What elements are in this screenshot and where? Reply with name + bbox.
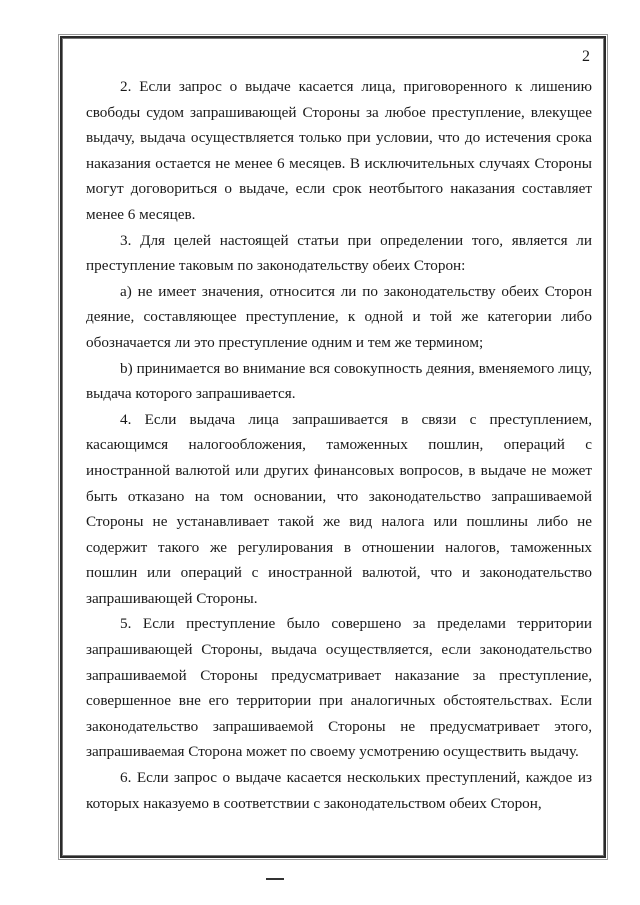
paragraph-3a: а) не имеет значения, относится ли по законодательству обеих Сторон деяние, составляющее преступление, к одной и той же категории либо обозначается ли это преступление одним и тем же термином;	[86, 282, 592, 351]
page-frame	[60, 36, 606, 858]
paragraph-2: 2. Если запрос о выдаче касается лица, приговоренного к лишению свободы судом запрашивающей Стороны за любое преступление, влекущее выдачу, выдача осуществляется только при условии, что до истечения срока наказания остается не менее 6 месяцев. В исключительных случаях Стороны могут договориться о выдаче, если срок неотбытого наказания составляет менее 6 месяцев.	[86, 78, 592, 223]
paragraph-3b: b) принимается во внимание вся совокупность деяния, вменяемого лицу, выдача которого запрашивается.	[86, 359, 592, 403]
paragraph-5: 5. Если преступление было совершено за пределами территории запрашивающей Стороны, выдача осуществляется, если законодательство запрашиваемой Стороны предусматривает наказание за преступление, совершенное вне его территории при аналогичных обстоятельствах. Если законодательство запрашиваемой Стороны не предусматривает этого, запрашиваемая Сторона может по своему усмотрению осуществить выдачу.	[86, 615, 592, 761]
document-body	[86, 74, 592, 816]
paragraph-4: 4. Если выдача лица запрашивается в связи с преступлением, касающимся налогообложения, таможенных пошлин, операций с иностранной валютой или других финансовых вопросов, в выдаче не может быть отказано на том основании, что законодательство запрашиваемой Стороны не устанавливает такой же вид налога или пошлины либо не содержит такого же регулирования в отношении налогов, таможенных пошлин или операций с иностранной валютой, что и законодательство запрашивающей Стороны.	[86, 410, 592, 607]
footer-mark	[266, 878, 284, 880]
paragraph-6: 6. Если запрос о выдаче касается нескольких преступлений, каждое из которых наказуемо в соответствии с законодательством обеих Сторон,	[86, 769, 592, 812]
paragraph-3: 3. Для целей настоящей статьи при определении того, является ли преступление таковым по законодательству обеих Сторон:	[86, 231, 592, 275]
page-number: 2	[582, 48, 590, 65]
